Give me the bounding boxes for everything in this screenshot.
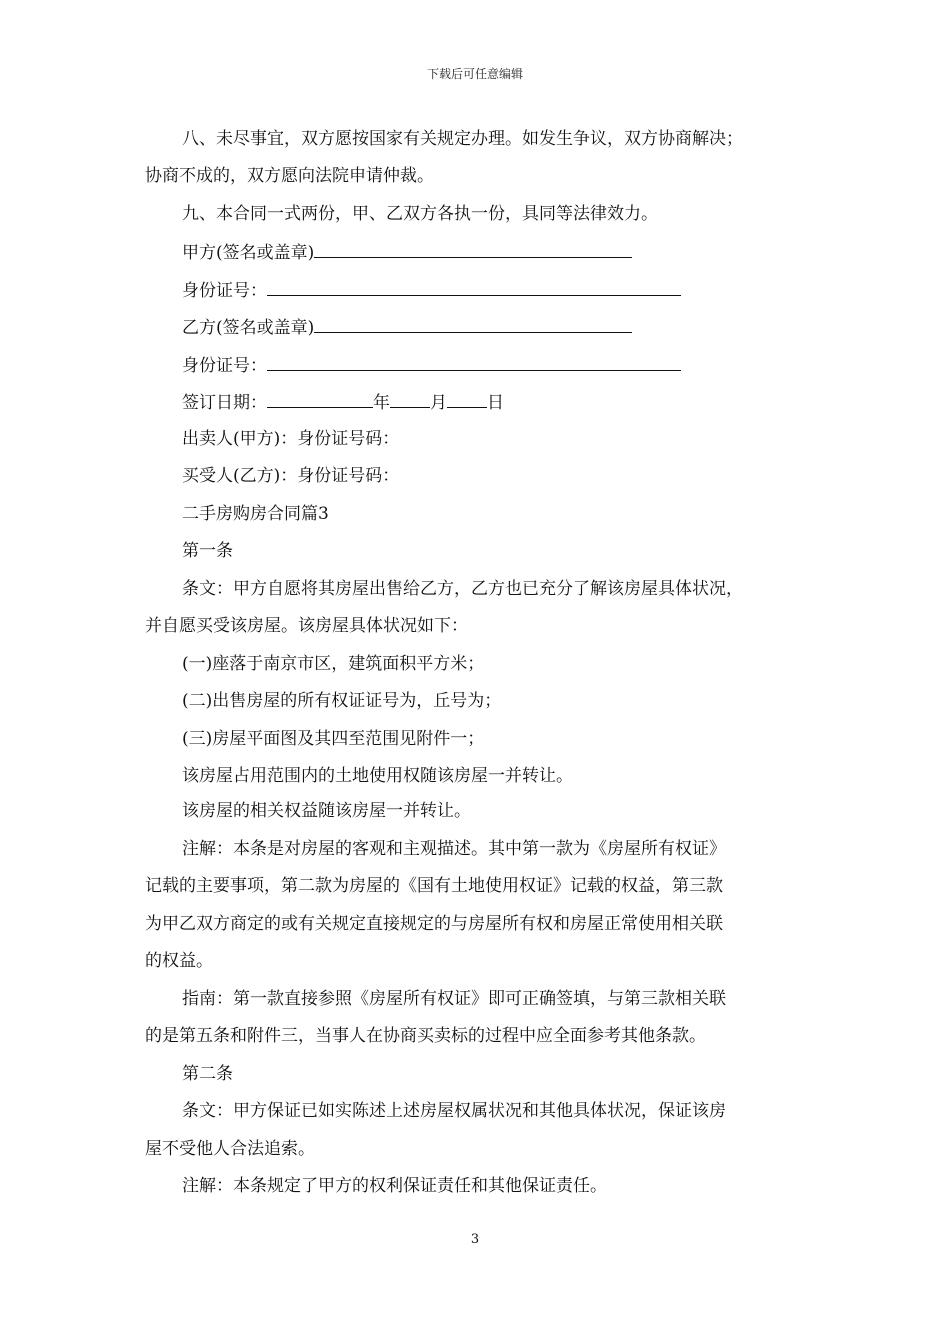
year-blank [267,390,373,408]
party-b-signature-label: 乙方(签名或盖章) [182,318,315,338]
article-2-text-line-1: 条文：甲方保证已如实陈述上述房屋权属状况和其他具体状况，保证该房 [182,1101,726,1121]
related-rights-line: 该房屋的相关权益随该房屋一并转让。 [182,801,471,821]
party-a-signature-label: 甲方(签名或盖章) [182,243,315,263]
annotation-1-line-2: 记载的主要事项，第二款为房屋的《国有土地使用权证》记载的权益，第三款 [145,876,723,896]
annotation-1-line-1: 注解：本条是对房屋的客观和主观描述。其中第一款为《房屋所有权证》 [182,839,726,859]
party-a-id-label: 身份证号： [182,281,267,301]
day-label: 日 [487,393,504,413]
guide-line-2: 的是第五条和附件三，当事人在协商买卖标的过程中应全面参考其他条款。 [145,1026,706,1046]
party-b-signature-row [182,315,810,339]
clause-8-line-1: 八、未尽事宜，双方愿按国家有关规定办理。如发生争议，双方协商解决； [182,129,743,149]
party-a-id-row [182,278,810,302]
day-blank [447,390,487,408]
article-2-text-line-2: 屋不受他人合法追索。 [145,1139,315,1159]
article-1-text-line-1: 条文：甲方自愿将其房屋出售给乙方，乙方也已充分了解该房屋具体状况， [182,579,743,599]
clause-8-line-2: 协商不成的，双方愿向法院申请仲裁。 [145,166,434,186]
month-label: 月 [430,393,447,413]
article-2-heading: 第二条 [182,1064,233,1084]
article-1-item-1: (一)座落于南京市区，建筑面积平方米； [182,654,485,674]
page-number: 3 [470,1232,480,1247]
buyer-line: 买受人(乙方)：身份证号码： [182,466,400,486]
party-b-id-label: 身份证号： [182,356,267,376]
guide-line-1: 指南：第一款直接参照《房屋所有权证》即可正确签填，与第三款相关联 [182,989,726,1009]
page-header: 下载后可任意编辑 [426,67,523,81]
year-label: 年 [373,393,390,413]
annotation-1-line-3: 为甲乙双方商定的或有关规定直接规定的与房屋所有权和房屋正常使用相关联 [145,914,723,934]
party-a-signature-blank [314,240,632,258]
party-b-id-row [182,353,810,377]
party-a-id-blank [267,278,681,296]
party-b-id-blank [267,353,681,371]
annotation-2-line-1: 注解：本条规定了甲方的权利保证责任和其他保证责任。 [182,1176,607,1196]
article-1-text-line-2: 并自愿买受该房屋。该房屋具体状况如下： [145,616,468,636]
land-use-right-line: 该房屋占用范围内的土地使用权随该房屋一并转让。 [182,766,573,786]
party-b-signature-blank [314,315,632,333]
article-1-item-2: (二)出售房屋的所有权证证号为，丘号为； [182,691,502,711]
article-1-heading: 第一条 [182,541,233,561]
clause-9: 九、本合同一式两份，甲、乙双方各执一份，具同等法律效力。 [182,204,658,224]
signing-date-label: 签订日期： [182,393,267,413]
section-title: 二手房购房合同篇3 [182,504,329,524]
article-1-item-3: (三)房屋平面图及其四至范围见附件一； [182,729,485,749]
party-a-signature-row [182,240,810,264]
month-blank [390,390,430,408]
signing-date-row [182,390,810,414]
seller-line: 出卖人(甲方)：身份证号码： [182,429,400,449]
annotation-1-line-4: 的权益。 [145,951,213,971]
